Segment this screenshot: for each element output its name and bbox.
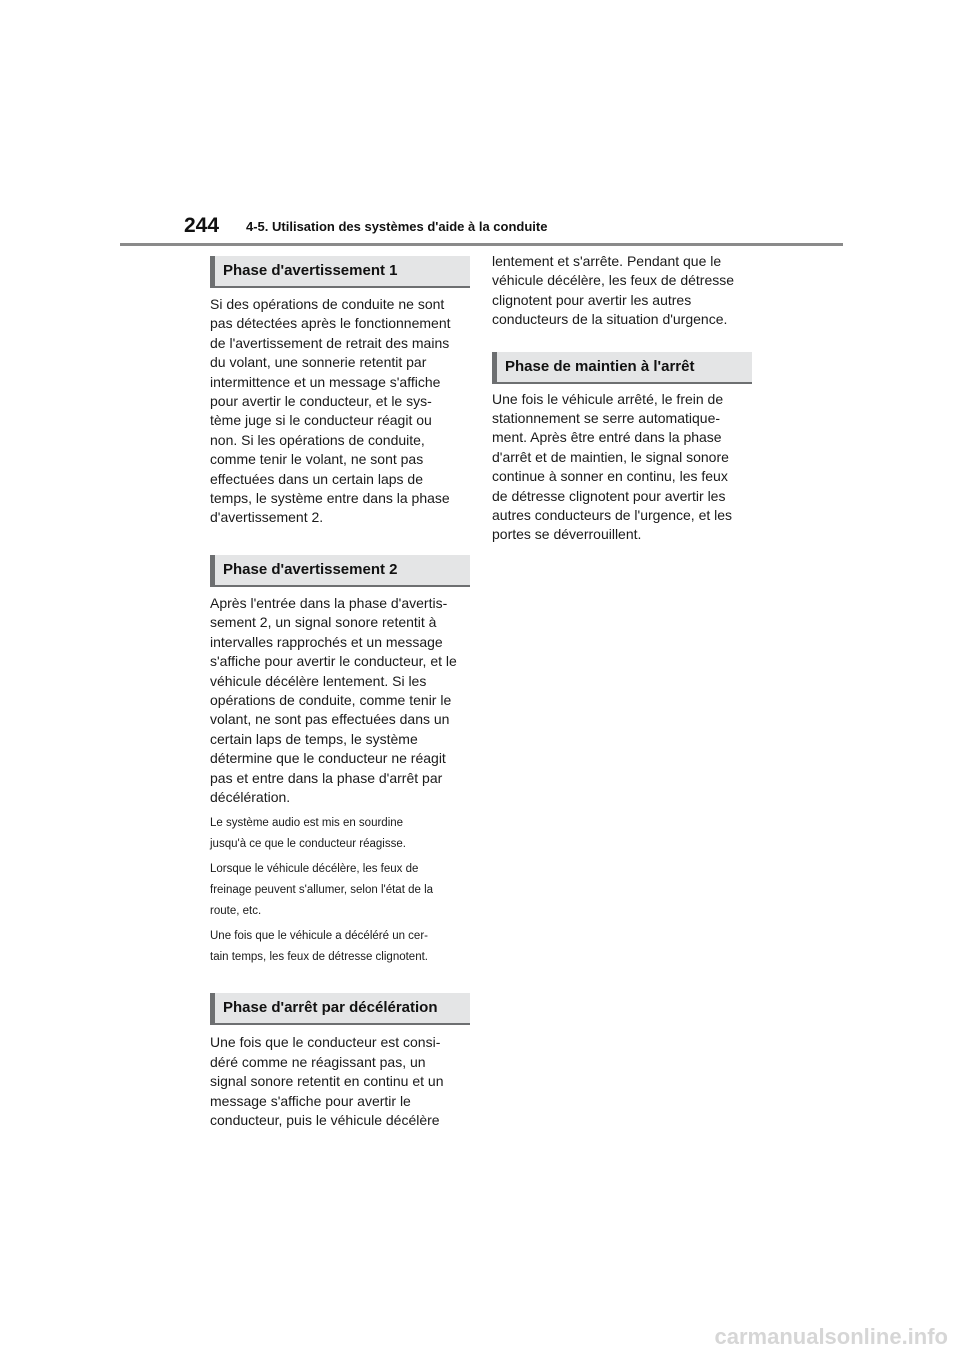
text-line: conducteur, puis le véhicule décélère [210,1111,440,1128]
text-line: sement 2, un signal sonore retentit à [210,614,437,631]
text-line: conducteurs de la situation d'urgence. [492,311,728,328]
text-line: du volant, une sonnerie retentit par [210,354,427,371]
section-heading-warning-2: Phase d'avertissement 2 [210,555,470,587]
header-divider [120,243,843,246]
section-body-hold-stop [492,390,752,545]
text-line: non. Si les opérations de conduite, [210,431,425,448]
text-line: Une fois que le conducteur est consi- [210,1034,441,1051]
text-line: Après l'entrée dans la phase d'avertis- [210,594,448,611]
text-line: message s'affiche pour avertir le [210,1092,411,1109]
text-line: intermittence et un message s'affiche [210,373,441,390]
text-line: d'avertissement 2. [210,509,324,526]
continuation-text [492,252,752,330]
text-line: intervalles rapprochés et un message [210,633,443,650]
text-line: s'affiche pour avertir le conducteur, et le [210,653,457,670]
chapter-title: 4-5. Utilisation des systèmes d'aide à la conduite [246,219,548,234]
note-hazard-lights [210,926,470,968]
text-line: d'arrêt et de maintien, le signal sonore [492,448,729,465]
text-line: clignotent pour avertir les autres [492,291,692,308]
page-number: 244 [184,214,220,237]
text-line: véhicule décélère lentement. Si les [210,672,427,689]
text-line: déré comme ne réagissant pas, un [210,1053,426,1070]
text-line: stationnement se serre automatique- [492,410,721,427]
text-line: portes se déverrouillent. [492,526,642,543]
text-line: ment. Après être entré dans la phase [492,429,722,446]
text-line: pas et entre dans la phase d'arrêt par [210,769,443,786]
note-line: Le système audio est mis en sourdine [210,817,404,830]
section-heading-warning-1: Phase d'avertissement 1 [210,256,470,288]
note-line: Une fois que le véhicule a décéléré un cer- [210,930,428,943]
text-line: de détresse clignotent pour avertir les [492,487,726,504]
text-line: volant, ne sont pas effectuées dans un [210,711,450,728]
watermark-url[interactable]: carmanualsonline.info [714,1324,948,1349]
text-line: autres conducteurs de l'urgence, et les [492,507,733,524]
text-line: Si des opérations de conduite ne sont [210,296,445,312]
section-heading-hold-stop: Phase de maintien à l'arrêt [492,352,752,384]
text-line: détermine que le conducteur ne réagit [210,750,446,767]
text-line: décélération. [210,788,291,805]
note-audio-muted [210,813,470,855]
text-line: opérations de conduite, comme tenir le [210,691,452,708]
text-line: continue à sonner en continu, les feux [492,468,728,485]
text-line: véhicule décélère, les feux de détresse [492,272,735,289]
right-column [492,252,752,545]
left-column [210,256,470,1130]
text-line: Une fois le véhicule arrêté, le frein de [492,390,724,407]
text-line: pour avertir le conducteur, et le sys- [210,393,432,410]
text-line: effectuées dans un certain laps de [210,470,424,487]
note-brake-lights [210,859,470,922]
section-body-warning-2 [210,594,470,807]
text-line: comme tenir le volant, ne sont pas [210,451,424,468]
text-line: tème juge si le conducteur réagit ou [210,412,432,429]
note-line: route, etc. [210,905,262,918]
text-line: certain laps de temps, le système [210,730,418,747]
section-body-warning-1 [210,295,470,528]
note-line: jusqu'à ce que le conducteur réagisse. [210,838,406,851]
text-line: signal sonore retentit en continu et un [210,1073,444,1090]
text-line: lentement et s'arrête. Pendant que le [492,253,722,269]
note-line: freinage peuvent s'allumer, selon l'état de la [210,884,434,897]
section-body-deceleration-stop [210,1033,470,1130]
note-line: tain temps, les feux de détresse clignotent. [210,951,428,964]
note-line: Lorsque le véhicule décélère, les feux de [210,863,419,876]
text-line: de l'avertissement de retrait des mains [210,334,450,351]
text-line: temps, le système entre dans la phase [210,490,450,507]
text-line: pas détectées après le fonctionnement [210,315,451,332]
section-heading-deceleration-stop: Phase d'arrêt par décélération [210,993,470,1025]
